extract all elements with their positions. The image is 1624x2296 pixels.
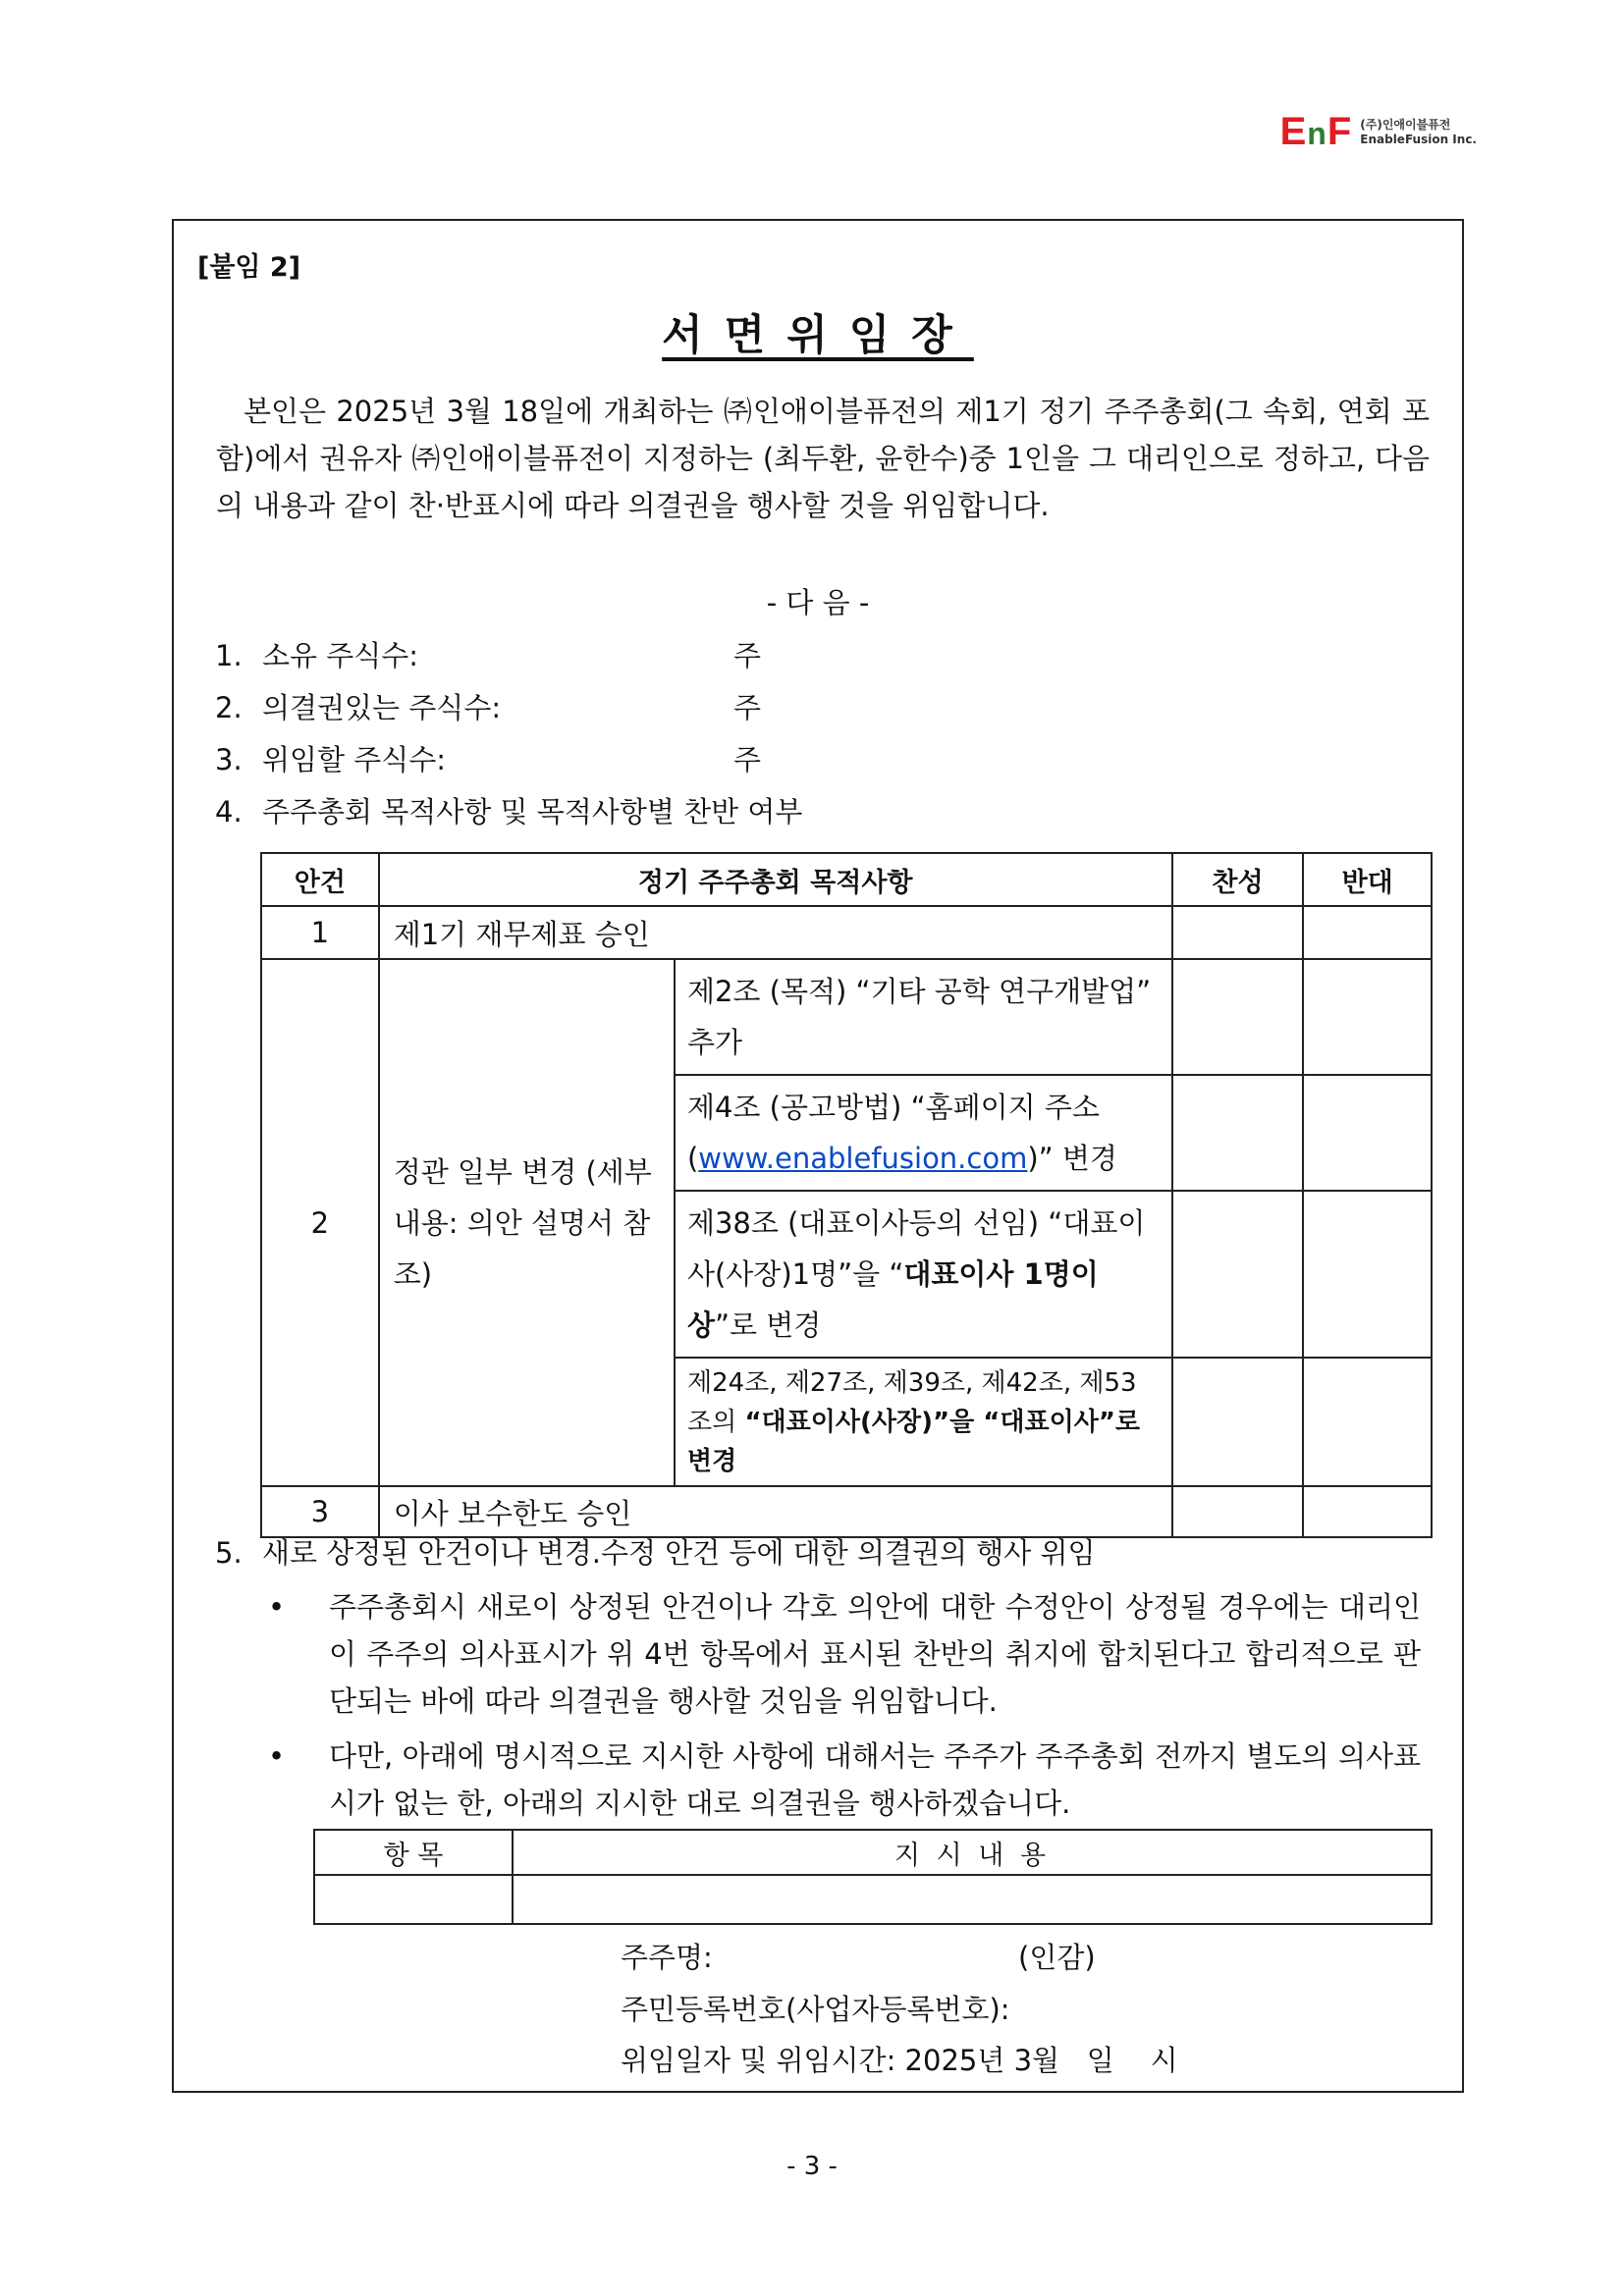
item-number: 2. [215,691,243,724]
header-instruction: 지 시 내 용 [513,1830,1432,1875]
agenda-no: 3 [261,1486,379,1537]
page-number: - 3 - [786,2152,838,2181]
sub-text: ”로 변경 [714,1308,822,1342]
approve-cell[interactable] [1172,959,1304,1075]
bullet-text: 주주총회시 새로이 상정된 안건이나 각호 의안에 대한 수정안이 상정될 경우에는 대리인이 주주의 의사표시가 위 4번 항목에서 표시된 찬반의 취지에 합치된다고 합리적으로 판단되는 바에 따라 의결권을 행사할 것임을 위임합니다. [329,1590,1421,1718]
table-header-row [261,853,1432,906]
sub-text: 제24조, 제27조, 제39조, 제42조, 제53조의 [686,1367,1137,1437]
registration-number-line: 주민등록번호(사업자등록번호): [621,1993,1010,2026]
oppose-cell[interactable] [1303,1486,1432,1537]
item-unit: 주 [733,691,762,724]
sub-text: )” 변경 [1027,1142,1117,1175]
item-label: 의결권있는 주식수: [262,691,502,724]
header-oppose: 반대 [1303,853,1432,906]
header-item: 항 목 [314,1830,513,1875]
header-agenda-item: 정기 주주총회 목적사항 [379,853,1172,906]
sub-item-article-2: 제2조 (목적) “기타 공학 연구개발업” 추가 [675,959,1172,1075]
instruction-cell[interactable] [513,1875,1432,1924]
agenda-no: 1 [261,906,379,959]
sub-item-article-4 [675,1075,1172,1191]
item-owned-shares [215,634,418,674]
item-agenda-vote [215,790,802,830]
table-row [261,1486,1432,1537]
approve-cell[interactable] [1172,1191,1304,1358]
page-title [174,302,1462,362]
sub-text: 제4조 (공고방법) “홈페이지 주소 ( [686,1091,1100,1175]
approve-cell[interactable] [1172,1486,1304,1537]
table-row [261,906,1432,959]
delegation-date-line: 위임일자 및 위임시간: 2025년 3월 일 시 [621,2044,1178,2077]
document-frame [172,219,1464,2093]
oppose-cell[interactable] [1303,906,1432,959]
shareholder-name-line [621,1936,1096,1976]
logo-english-name: EnableFusion Inc. [1360,132,1477,146]
approve-cell[interactable] [1172,1075,1304,1191]
intro-paragraph: 본인은 2025년 3월 18일에 개최하는 ㈜인애이블퓨전의 제1기 정기 주주총회(그 속회, 연회 포함)에서 권유자 ㈜인애이블퓨전이 지정하는 (최두환, 윤한수)중 1인을 그 대리인으로 정하고, 다음의 내용과 같이 찬·반표시에 따라 의결권을 행사할 것을 위임합니다. [216,395,1430,522]
instruction-table [313,1829,1433,1925]
company-logo [1280,110,1477,154]
bullet-item [268,1733,1421,1827]
agenda-table [260,852,1433,1538]
logo-text [1360,118,1477,147]
item-label: 새로 상정된 안건이나 변경.수정 안건 등에 대한 의결권의 행사 위임 [262,1536,1096,1570]
table-header-row [314,1830,1432,1875]
item-number: 3. [215,743,243,776]
oppose-cell[interactable] [1303,1075,1432,1191]
item-label: 소유 주식수: [262,639,419,672]
agenda-no: 2 [261,959,379,1486]
table-row [314,1875,1432,1924]
logo-korean-name: (주)인애이블퓨전 [1360,117,1451,132]
bullet-dot-icon: • [268,1739,286,1773]
bullet-text: 다만, 아래에 명시적으로 지시한 사항에 대해서는 주주가 주주총회 전까지 별도의 의사표시가 없는 한, 아래의 지시한 대로 의결권을 행사하겠습니다. [329,1739,1421,1820]
sub-item-multi-articles [675,1358,1172,1486]
bullet-item [268,1583,1421,1725]
agenda-text: 제1기 재무제표 승인 [379,906,1172,959]
seal-label: (인감) [1018,1941,1096,1974]
bullet-dot-icon: • [268,1590,286,1624]
item-number: 5. [215,1536,243,1570]
logo-mark: EnF [1279,110,1353,153]
header-approve: 찬성 [1172,853,1304,906]
item-delegation-new-agenda [215,1531,1096,1572]
sub-text: 제38조 (대표이사등의 선임) “대표이사(사장)1명”을 “ [686,1206,1146,1291]
sub-text-bold: “대표이사(사장)”을 “대표이사”로 변경 [686,1407,1141,1476]
sub-text-bold: 대표이사 1명이상 [686,1257,1099,1342]
oppose-cell[interactable] [1303,959,1432,1075]
item-cell[interactable] [314,1875,513,1924]
approve-cell[interactable] [1172,1358,1304,1486]
next-heading: - 다 음 - [766,586,870,619]
table-row [261,959,1432,1075]
item-number: 4. [215,795,243,828]
item-unit: 주 [733,639,762,672]
agenda-text: 정관 일부 변경 (세부내용: 의안 설명서 참조) [379,959,675,1486]
item-voting-shares [215,686,501,726]
oppose-cell[interactable] [1303,1191,1432,1358]
header-agenda-no: 안건 [261,853,379,906]
title-text: 서면위임장 [662,311,974,360]
oppose-cell[interactable] [1303,1358,1432,1486]
item-delegated-shares [215,738,446,778]
item-label: 위임할 주식수: [262,743,447,776]
item-number: 1. [215,639,243,672]
attachment-label: [붙임 2] [197,252,301,283]
item-label: 주주총회 목적사항 및 목적사항별 찬반 여부 [262,795,803,828]
agenda-text: 이사 보수한도 승인 [379,1486,1172,1537]
approve-cell[interactable] [1172,906,1304,959]
shareholder-label: 주주명: [621,1941,713,1974]
homepage-link[interactable]: www.enablefusion.com [698,1142,1028,1175]
sub-item-article-38 [675,1191,1172,1358]
item-unit: 주 [733,743,762,776]
